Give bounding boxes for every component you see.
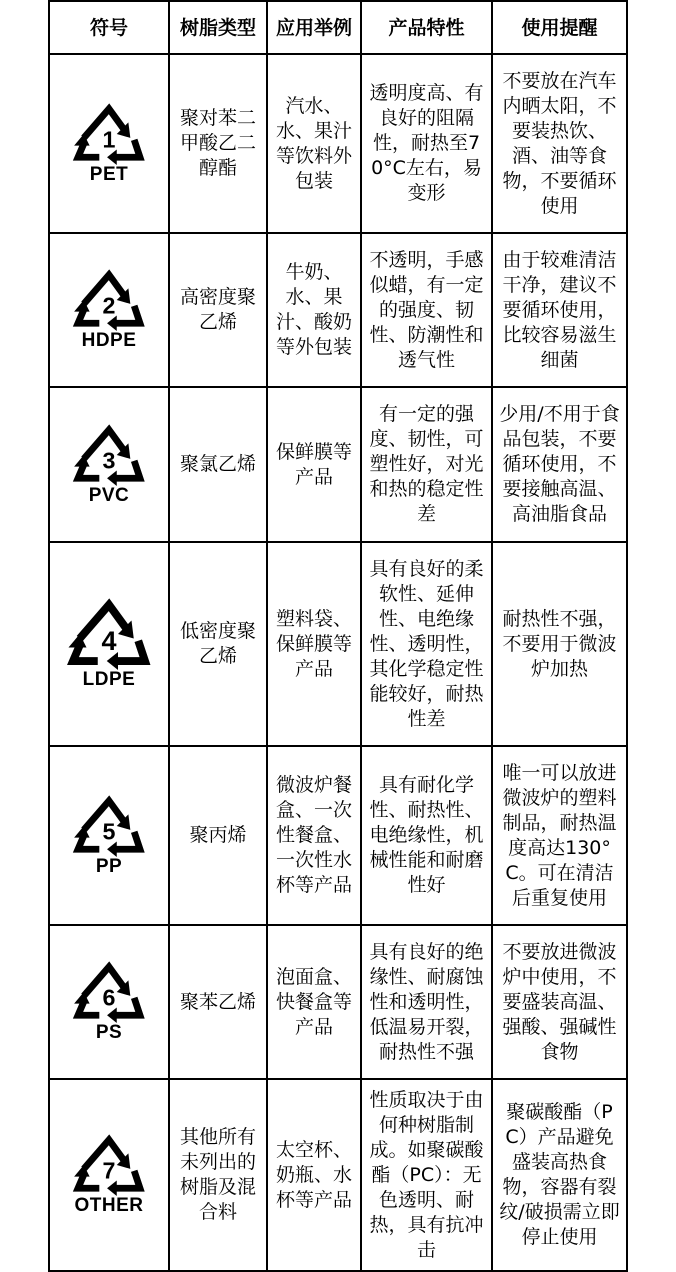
resin-code-label: PVC <box>88 484 130 506</box>
symbol-cell <box>49 925 169 1079</box>
table-row <box>49 1079 627 1271</box>
resin-code-label: OTHER <box>74 1195 144 1216</box>
table-row <box>49 542 627 746</box>
resin-code-number: 6 <box>102 984 116 1011</box>
application-cell: 微波炉餐盒、一次性餐盒、一次性水杯等产品 <box>267 746 361 925</box>
usage-tips-cell: 由于较难清洁干净，建议不要循环使用，比较容易滋生细菌 <box>492 233 627 387</box>
header-properties: 产品特性 <box>361 1 492 54</box>
recycle-triangle-icon <box>70 1134 148 1196</box>
table-row <box>49 54 627 233</box>
symbol-cell <box>49 387 169 542</box>
resin-type-cell: 聚丙烯 <box>169 746 267 925</box>
recycle-triangle-icon <box>63 598 155 670</box>
symbol-cell <box>49 746 169 925</box>
application-cell: 泡面盒、快餐盒等产品 <box>267 925 361 1079</box>
properties-cell: 透明度高、有良好的阻隔性，耐热至70°C左右，易变形 <box>361 54 492 233</box>
header-usage-tips: 使用提醒 <box>492 1 627 54</box>
application-cell: 汽水、水、果汁等饮料外包装 <box>267 54 361 233</box>
application-cell: 保鲜膜等产品 <box>267 387 361 542</box>
symbol-cell <box>49 542 169 746</box>
application-cell: 塑料袋、保鲜膜等产品 <box>267 542 361 746</box>
properties-cell: 具有良好的柔软性、延伸性、电绝缘性、透明性，其化学稳定性能较好，耐热性差 <box>361 542 492 746</box>
properties-cell: 不透明，手感似蜡，有一定的强度、韧性、防潮性和透气性 <box>361 233 492 387</box>
resin-code-number: 3 <box>102 447 116 474</box>
properties-cell: 具有耐化学性、耐热性、电绝缘性，机械性能和耐磨性好 <box>361 746 492 925</box>
table-row <box>49 746 627 925</box>
properties-cell: 性质取决于由何种树脂制成。如聚碳酸酯（PC）：无色透明、耐热，具有抗冲击 <box>361 1079 492 1271</box>
recycle-triangle-icon <box>70 795 148 857</box>
resin-type-cell: 低密度聚乙烯 <box>169 542 267 746</box>
properties-cell: 具有良好的绝缘性、耐腐蚀性和透明性，低温易开裂，耐热性不强 <box>361 925 492 1079</box>
usage-tips-cell: 耐热性不强，不要用于微波炉加热 <box>492 542 627 746</box>
resin-code-label: PS <box>95 1022 123 1043</box>
recycle-triangle-icon <box>70 961 148 1023</box>
resin-type-cell: 聚苯乙烯 <box>169 925 267 1079</box>
usage-tips-cell: 不要放进微波炉中使用，不要盛装高温、强酸、强碱性食物 <box>492 925 627 1079</box>
symbol-cell <box>49 233 169 387</box>
resin-type-cell: 聚对苯二甲酸乙二醇酯 <box>169 54 267 233</box>
resin-code-number: 2 <box>102 292 116 319</box>
symbol-cell <box>49 1079 169 1271</box>
header-symbol: 符号 <box>49 1 169 54</box>
application-cell: 牛奶、水、果汁、酸奶等外包装 <box>267 233 361 387</box>
recycle-triangle-icon <box>70 269 148 331</box>
table-row <box>49 925 627 1079</box>
usage-tips-cell: 少用/不用于食品包装，不要循环使用，不要接触高温、高油脂食品 <box>492 387 627 542</box>
resin-code-number: 7 <box>102 1157 116 1184</box>
recycle-triangle-icon <box>70 424 148 486</box>
resin-code-label: HDPE <box>81 330 137 351</box>
plastic-recycling-table <box>48 0 628 1272</box>
usage-tips-cell: 唯一可以放进微波炉的塑料制品，耐热温度高达130°C。可在清洁后重复使用 <box>492 746 627 925</box>
resin-code-label: LDPE <box>82 669 136 690</box>
header-row <box>49 1 627 54</box>
resin-type-cell: 聚氯乙烯 <box>169 387 267 542</box>
resin-code-label: PET <box>89 163 129 185</box>
resin-code-number: 1 <box>102 126 116 153</box>
resin-type-cell: 其他所有未列出的树脂及混合料 <box>169 1079 267 1271</box>
header-application: 应用举例 <box>267 1 361 54</box>
resin-code-label: PP <box>95 855 123 877</box>
resin-type-cell: 高密度聚乙烯 <box>169 233 267 387</box>
resin-code-number: 4 <box>101 625 117 656</box>
symbol-cell <box>49 54 169 233</box>
usage-tips-cell: 不要放在汽车内晒太阳，不要装热饮、酒、油等食物，不要循环使用 <box>492 54 627 233</box>
resin-code-number: 5 <box>102 818 116 845</box>
usage-tips-cell: 聚碳酸酯（PC）产品避免盛装高热食物，容器有裂纹/破损需立即停止使用 <box>492 1079 627 1271</box>
application-cell: 太空杯、奶瓶、水杯等产品 <box>267 1079 361 1271</box>
header-resin-type: 树脂类型 <box>169 1 267 54</box>
table-row <box>49 233 627 387</box>
properties-cell: 有一定的强度、韧性，可塑性好，对光和热的稳定性差 <box>361 387 492 542</box>
recycle-triangle-icon <box>70 103 148 165</box>
table-row <box>49 387 627 542</box>
